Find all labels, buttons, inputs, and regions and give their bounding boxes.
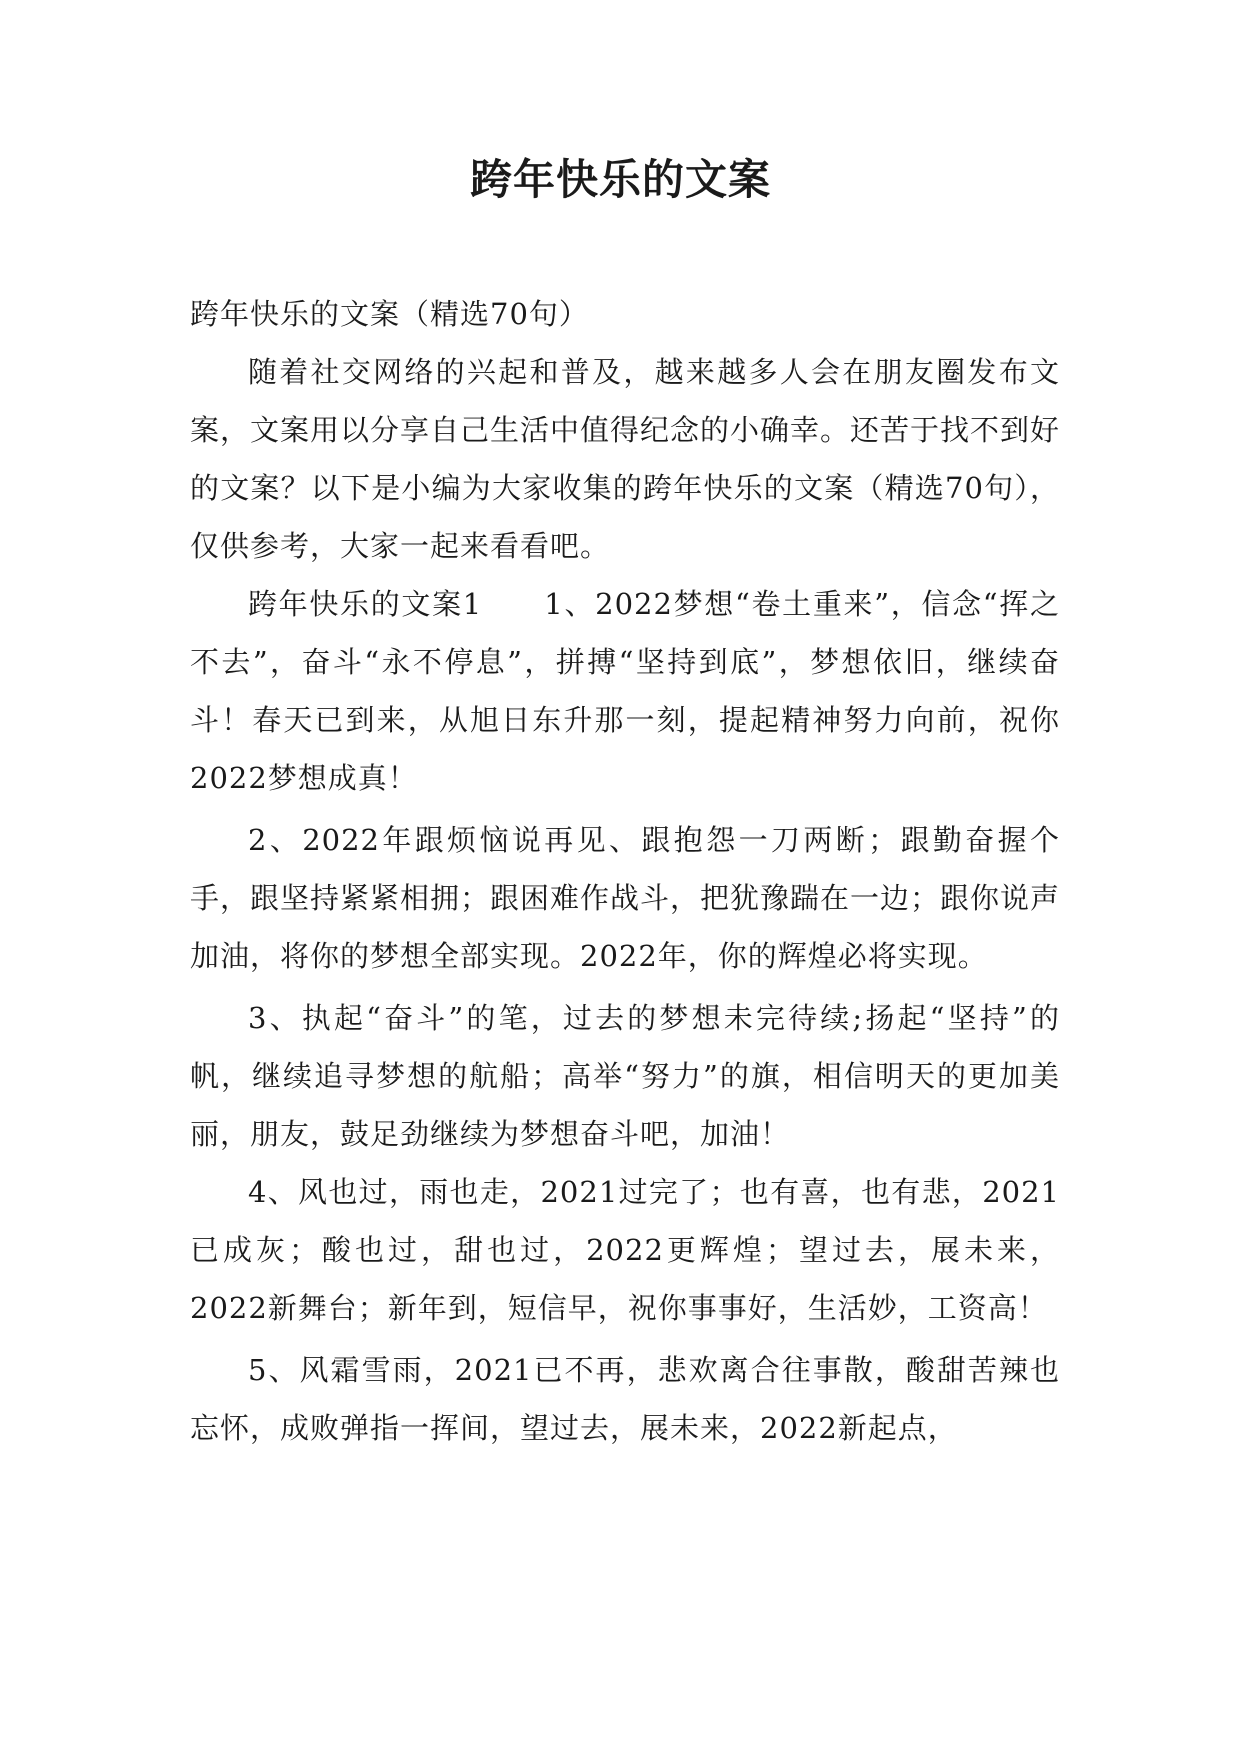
intro-paragraph: 随着社交网络的兴起和普及，越来越多人会在朋友圈发布文案，文案用以分享自己生活中值得纪念的小确幸。还苦于找不到好的文案？以下是小编为大家收集的跨年快乐的文案（精选70句），仅供参考，大家一起来看看吧。 (190, 355, 1061, 563)
paragraph-item-3: 3、执起“奋斗”的笔，过去的梦想未完待续;扬起“坚持”的帆，继续追寻梦想的航船；高举“努力”的旗，相信明天的更加美丽，朋友，鼓足劲继续为梦想奋斗吧，加油！ (190, 1001, 1060, 1151)
paragraph-item-1: 跨年快乐的文案1 1、2022梦想“卷土重来”，信念“挥之不去”，奋斗“永不停息”，拼搏“坚持到底”，梦想依旧，继续奋斗！春天已到来，从旭日东升那一刻，提起精神努力向前，祝你2022梦想成真！ (190, 587, 1060, 795)
paragraph-item-5: 5、风霜雪雨，2021已不再，悲欢离合往事散，酸甜苦辣也忘怀，成败弹指一挥间，望过去，展未来，2022新起点， (190, 1353, 1060, 1445)
document-subtitle: 跨年快乐的文案（精选70句） (190, 297, 589, 331)
paragraph-item-2: 2、2022年跟烦恼说再见、跟抱怨一刀两断；跟勤奋握个手，跟坚持紧紧相拥；跟困难作战斗，把犹豫踹在一边；跟你说声加油，将你的梦想全部实现。2022年，你的辉煌必将实现。 (190, 823, 1061, 973)
document-body (190, 285, 1060, 1457)
document-title: 跨年快乐的文案 (469, 155, 771, 204)
paragraph-item-4: 4、风也过，雨也走，2021过完了；也有喜，也有悲，2021已成灰；酸也过，甜也过，2022更辉煌；望过去，展未来，2022新舞台；新年到，短信早，祝你事事好，生活妙，工资高！ (190, 1175, 1060, 1325)
